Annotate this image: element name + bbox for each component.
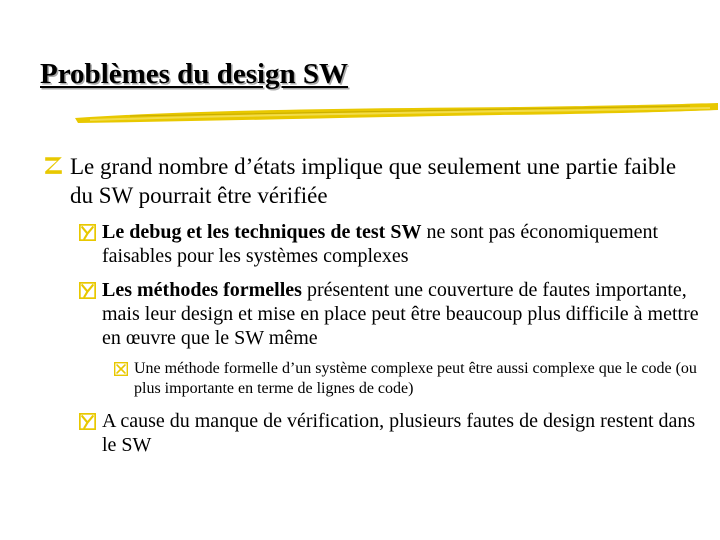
bullet-text-2: ne sont pas économiquement faisables pour les systèmes complexes <box>102 221 659 267</box>
bullet-item-5 <box>102 409 702 457</box>
bullet-text-3: présentent une couverture de fautes importante, mais leur design et mise en place peut être beaucoup plus difficile à mettre en œuvre que le SW même <box>102 279 699 349</box>
x-bullet-icon <box>114 362 128 376</box>
z-bullet-icon <box>44 156 63 175</box>
slide-title: Problèmes du design SW <box>40 58 349 90</box>
bullet-bold-2: Le debug et les techniques de test SW <box>102 221 422 243</box>
bullet-item-2 <box>102 220 702 268</box>
bullet-bold-3: Les méthodes formelles <box>102 279 302 301</box>
y-bullet-icon <box>79 224 96 241</box>
y-bullet-icon <box>79 413 96 430</box>
bullet-item-3 <box>102 278 702 350</box>
y-bullet-icon <box>79 282 96 299</box>
bullet-text-1: Le grand nombre d’états implique que seulement une partie faible du SW pourrait être vérifiée <box>70 154 677 208</box>
bullet-item-1 <box>70 152 700 210</box>
bullet-text-4: Une méthode formelle d’un système complexe peut être aussi complexe que le code (ou plus importante en terme de lignes de code) <box>134 360 697 397</box>
bullet-text-5: A cause du manque de vérification, plusieurs fautes de design restent dans le SW <box>102 410 696 456</box>
bullet-item-4 <box>134 359 704 399</box>
